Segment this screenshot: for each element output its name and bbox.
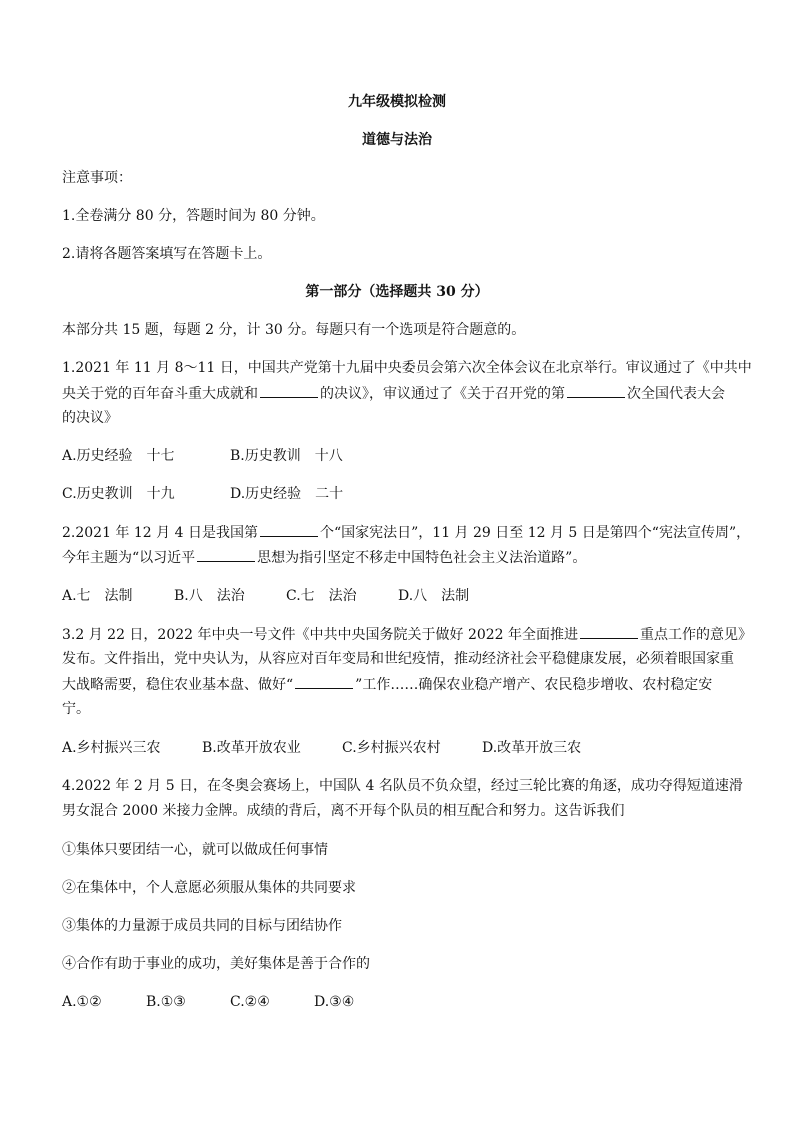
option-b: B.历史教训 十八 [230, 448, 343, 464]
q2-options [62, 586, 469, 606]
answer-blank [260, 383, 318, 398]
q4-statement: ③集体的力量源于成员共同的目标与团结协作 [62, 918, 342, 934]
option-c: C.七 法治 [286, 588, 357, 604]
q1-options [62, 446, 343, 466]
q3-options [62, 738, 581, 758]
q4-line2: 男女混合 2000 米接力金牌。成绩的背后，离不开每个队员的相互配合和努力。这告诉我们 [62, 803, 625, 819]
q4-statement: ①集体只要团结一心，就可以做成任何事情 [62, 842, 328, 858]
q3-line4: 宁。 [62, 701, 90, 717]
option-a: A.历史经验 十七 [62, 448, 175, 464]
option-a: A.①② [62, 994, 102, 1010]
option-a: A.七 法制 [62, 588, 133, 604]
q2-line2: 今年主题为“以习近平 思想为指引坚定不移走中国特色社会主义法治道路”。 [62, 547, 586, 568]
q1-line3: 的决议》 [62, 410, 118, 426]
option-b: B.改革开放农业 [202, 740, 301, 756]
note-item: 1.全卷满分 80 分，答题时间为 80 分钟。 [62, 208, 325, 224]
note-item: 2.请将各题答案填写在答题卡上。 [62, 246, 272, 262]
option-c: C.乡村振兴农村 [342, 740, 441, 756]
option-d: D.③④ [314, 994, 355, 1010]
option-d: D.历史经验 二十 [230, 486, 344, 502]
q1-line1: 1.2021 年 11 月 8～11 日，中国共产党第十九届中央委员会第六次全体会议在北京举行。审议通过了《中共中 [62, 360, 752, 376]
q4-line1: 4.2022 年 2 月 5 日，在冬奥会赛场上，中国队 4 名队员不负众望，经过三轮比赛的角逐，成功夺得短道速滑 [62, 778, 743, 794]
option-b: B.八 法治 [174, 588, 245, 604]
option-d: D.改革开放三农 [482, 740, 582, 756]
q3-line2: 发布。文件指出，党中央认为，从容应对百年变局和世纪疫情，推动经济社会平稳健康发展，必须着眼国家重 [62, 651, 734, 667]
option-c: C.②④ [230, 994, 270, 1010]
part1-heading: 第一部分（选择题共 30 分） [305, 284, 489, 300]
exam-subject: 道德与法治 [362, 132, 432, 148]
part1-instructions: 本部分共 15 题，每题 2 分，计 30 分。每题只有一个选项是符合题意的。 [62, 322, 526, 338]
q3-line1: 3.2 月 22 日，2022 年中央一号文件《中共中央国务院关于做好 2022 年全面推进 重点工作的意见》 [62, 624, 752, 645]
answer-blank [567, 383, 625, 398]
answer-blank [197, 547, 255, 562]
q2-line1: 2.2021 年 12 月 4 日是我国第 个“国家宪法日”，11 月 29 日至 12 月 5 日是第四个“宪法宣传周”， [62, 522, 750, 543]
answer-blank [295, 674, 353, 689]
answer-blank [580, 624, 638, 639]
q1-line2: 央关于党的百年奋斗重大成就和 的决议》，审议通过了《关于召开党的第 次全国代表大会 [62, 383, 725, 404]
option-b: B.①③ [146, 994, 186, 1010]
q3-line3: 大战略需要，稳住农业基本盘、做好“ ”工作……确保农业稳产增产、农民稳步增收、农村稳定安 [62, 674, 712, 695]
q4-statement: ④合作有助于事业的成功，美好集体是善于合作的 [62, 956, 370, 972]
option-d: D.八 法制 [398, 588, 470, 604]
answer-blank [260, 522, 318, 537]
option-c: C.历史教训 十九 [62, 486, 175, 502]
q1-options [62, 484, 343, 504]
q4-options [62, 992, 354, 1012]
option-a: A.乡村振兴三农 [62, 740, 161, 756]
notes-heading: 注意事项： [62, 170, 132, 186]
q4-statement: ②在集体中，个人意愿必须服从集体的共同要求 [62, 880, 356, 896]
exam-title: 九年级模拟检测 [348, 94, 446, 110]
